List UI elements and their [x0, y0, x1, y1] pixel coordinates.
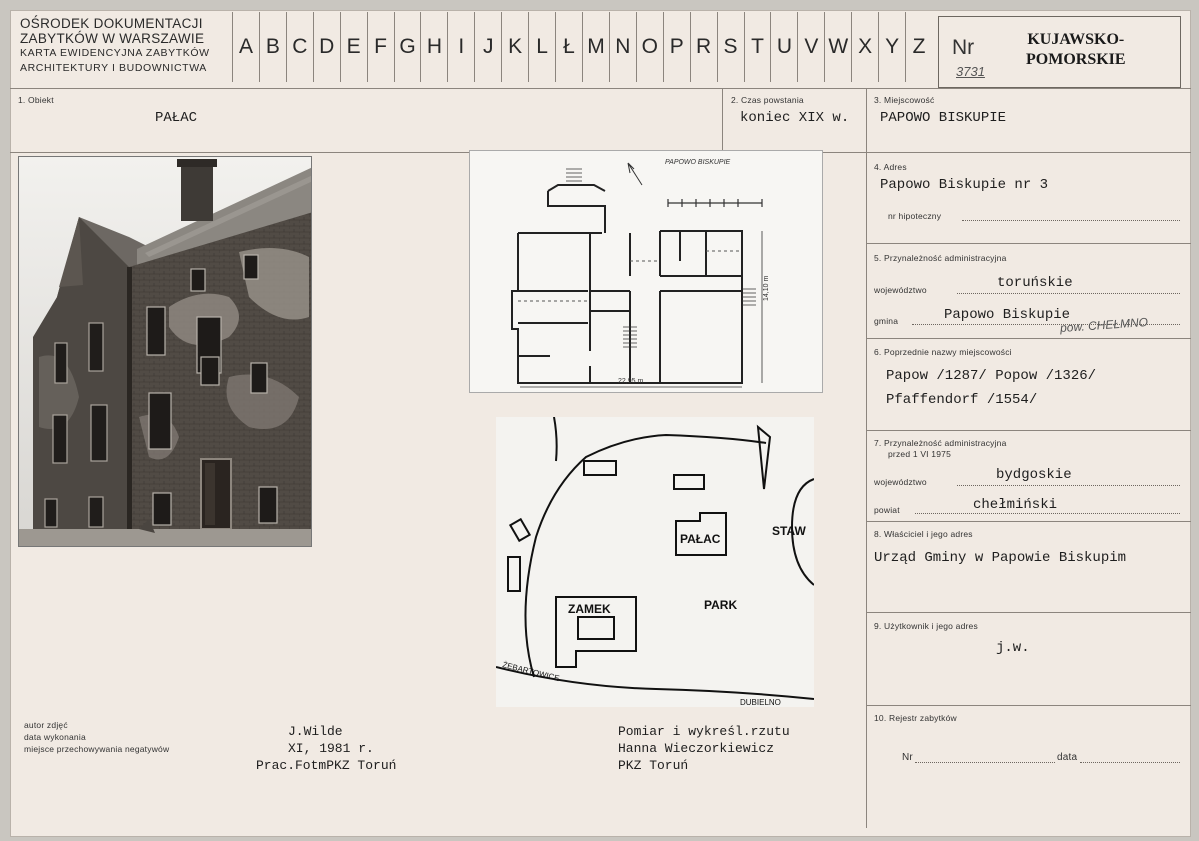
alphabet-letter: X: [851, 12, 878, 82]
admin-before-powiat-label: powiat: [874, 505, 900, 515]
alphabet-letter: P: [663, 12, 690, 82]
admin-before-woj-value: bydgoskie: [996, 467, 1072, 483]
alphabet-letter: I: [447, 12, 474, 82]
wlasciciel-value: Urząd Gminy w Papowie Biskupim: [874, 550, 1127, 566]
alphabet-letter: U: [770, 12, 797, 82]
alphabet-letter: G: [394, 12, 421, 82]
alphabet-letter: Y: [878, 12, 905, 82]
institution-line4: ARCHITEKTURY I BUDOWNICTWA: [20, 62, 207, 74]
admin-before-woj-label: województwo: [874, 477, 927, 487]
plan-credit-line1: Pomiar i wykreśl.rzutu: [618, 724, 790, 739]
admin-before-label2: przed 1 VI 1975: [888, 449, 952, 459]
site-palac-label: PAŁAC: [680, 532, 721, 546]
obiekt-value: PAŁAC: [155, 110, 198, 126]
header-divider: [10, 88, 1191, 89]
rejestr-label: 10. Rejestr zabytków: [874, 713, 957, 723]
alphabet-letter: T: [744, 12, 771, 82]
alphabet-letter: W: [824, 12, 851, 82]
nazwy-bottom: [866, 430, 1191, 431]
site-zamek-label: ZAMEK: [568, 602, 611, 616]
miejscowosc-value: PAPOWO BISKUPIE: [880, 110, 1007, 126]
plan-credit-line3: PKZ Toruń: [618, 758, 689, 773]
adres-value: Papowo Biskupie nr 3: [880, 177, 1049, 193]
palace-photo: [18, 156, 312, 547]
site-park-label: PARK: [704, 598, 738, 612]
alphabet-letter: V: [797, 12, 824, 82]
rejestr-nr-line: [915, 762, 1055, 763]
credit-label-date: data wykonania: [24, 732, 86, 742]
admin-woj-value: toruńskie: [997, 275, 1073, 291]
alphabet-letter: K: [501, 12, 528, 82]
nr-label: Nr: [952, 36, 975, 59]
plan-height-label: 14,10 m: [763, 275, 770, 301]
alphabet-letter: B: [259, 12, 286, 82]
nr-value: 3731: [956, 64, 985, 79]
alphabet-letter: N: [609, 12, 636, 82]
nazwy-label: 6. Poprzednie nazwy miejscowości: [874, 347, 1012, 357]
admin-before-label: 7. Przynależność administracyjna: [874, 438, 1007, 448]
hipoteczny-label: nr hipoteczny: [888, 211, 942, 221]
alphabet-letter: O: [636, 12, 663, 82]
adres-bottom: [866, 243, 1191, 244]
alphabet-letter: Z: [905, 12, 932, 82]
wlasciciel-bottom: [866, 612, 1191, 613]
admin-woj-line: [957, 293, 1180, 294]
admin-gmina-label: gmina: [874, 316, 899, 326]
admin-before-powiat-line: [915, 513, 1180, 514]
plan-title: PAPOWO BISKUPIE: [665, 159, 731, 166]
alphabet-letter: F: [367, 12, 394, 82]
floor-plan-drawing: [470, 151, 824, 394]
right-column-divider: [866, 88, 867, 828]
adres-label: 4. Adres: [874, 162, 907, 172]
palace-photo-drawing: [19, 157, 312, 547]
plan-credit-line2: Hanna Wieczorkiewicz: [618, 741, 775, 756]
alphabet-letter: D: [313, 12, 340, 82]
alphabet-letter: M: [582, 12, 609, 82]
region-line1: KUJAWSKO-: [1027, 31, 1125, 48]
uzytkownik-label: 9. Użytkownik i jego adres: [874, 621, 978, 631]
alphabet-letter: E: [340, 12, 367, 82]
czas-value: koniec XIX w.: [740, 110, 850, 126]
region-line2: POMORSKIE: [1026, 51, 1126, 68]
photo-author: J.Wilde: [288, 724, 343, 739]
site-road2-label: DUBIELNO: [740, 698, 781, 707]
institution-line3: KARTA EWIDENCYJNA ZABYTKÓW: [20, 47, 210, 59]
admin-bottom: [866, 338, 1191, 339]
rejestr-nr-label: Nr: [902, 752, 913, 763]
nazwy-line2: Pfaffendorf /1554/: [886, 392, 1038, 408]
site-road1-label: ŻEBARTOWICE: [501, 660, 561, 684]
admin-before-powiat-value: chełmiński: [973, 497, 1058, 513]
uzytkownik-value: j.w.: [996, 640, 1030, 656]
alphabet-letter: L: [528, 12, 555, 82]
row1-divider-a: [722, 88, 723, 152]
alphabet-letter: S: [717, 12, 744, 82]
site-plan: [496, 417, 814, 707]
admin-handwritten-note: pow. CHEŁMNO: [1059, 314, 1149, 336]
admin-gmina-value: Papowo Biskupie: [944, 307, 1071, 323]
admin-label: 5. Przynależność administracyjna: [874, 253, 1007, 263]
institution-line1: OŚRODEK DOKUMENTACJI: [20, 16, 203, 31]
region-stamp: [1026, 30, 1126, 70]
plan-width-label: 22,95 m: [618, 378, 644, 385]
alphabet-letter: Ł: [555, 12, 582, 82]
czas-label: 2. Czas powstania: [731, 95, 804, 105]
alphabet-letter: A: [232, 12, 259, 82]
admin-before-woj-line: [957, 485, 1180, 486]
credit-label-place: miejsce przechowywania negatywów: [24, 744, 170, 754]
alphabet-letter: J: [474, 12, 501, 82]
rejestr-data-line: [1080, 762, 1180, 763]
site-plan-drawing: [496, 417, 814, 707]
alphabet-index: [232, 12, 932, 82]
admin-before-bottom: [866, 521, 1191, 522]
miejscowosc-label: 3. Miejscowość: [874, 95, 935, 105]
hipoteczny-line: [962, 220, 1180, 221]
rejestr-data-label: data: [1057, 752, 1078, 763]
site-staw-label: STAW: [772, 524, 806, 538]
photo-date: XI, 1981 r.: [288, 741, 374, 756]
alphabet-letter: C: [286, 12, 313, 82]
institution-block: [20, 16, 210, 76]
uzytkownik-bottom: [866, 705, 1191, 706]
floor-plan: [469, 150, 823, 393]
nazwy-line1: Papow /1287/ Popow /1326/: [886, 368, 1097, 384]
photo-place: Prac.FotmPKZ Toruń: [256, 758, 397, 773]
obiekt-label: 1. Obiekt: [18, 95, 54, 105]
wlasciciel-label: 8. Właściciel i jego adres: [874, 529, 973, 539]
admin-woj-label: województwo: [874, 285, 927, 295]
alphabet-letter: R: [690, 12, 717, 82]
institution-line2: ZABYTKÓW W WARSZAWIE: [20, 31, 205, 46]
alphabet-letter: H: [420, 12, 447, 82]
credit-label-author: autor zdjęć: [24, 720, 68, 730]
